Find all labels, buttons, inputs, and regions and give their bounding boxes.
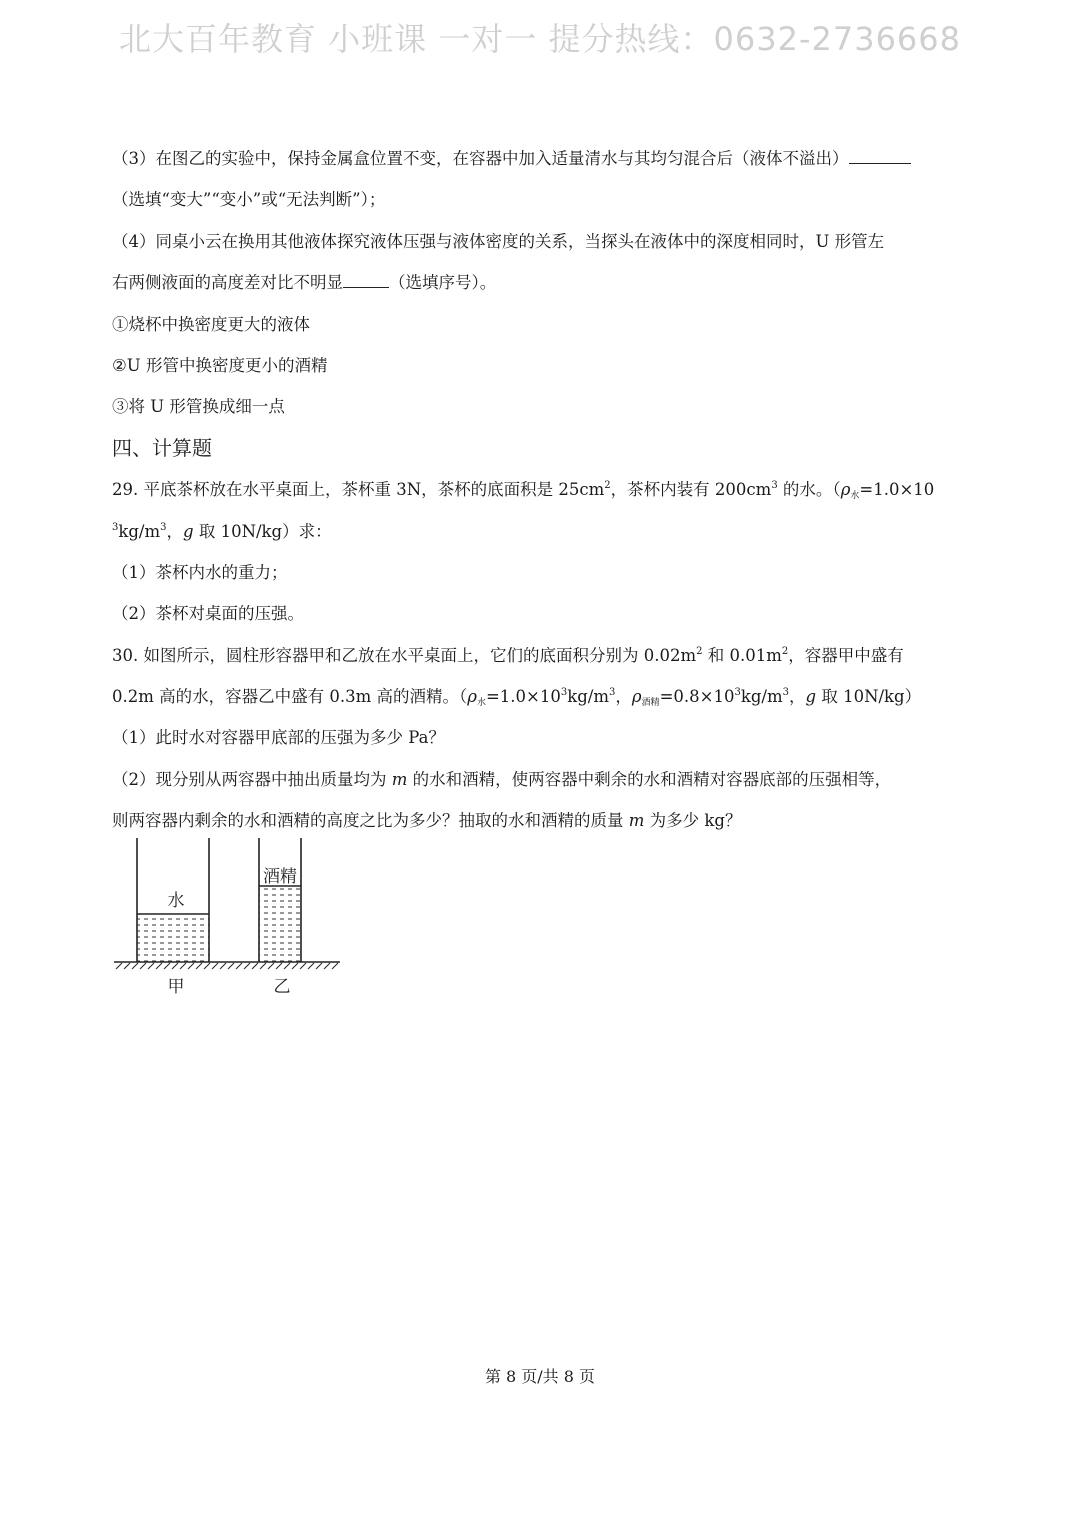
alcohol-label: 酒精 — [263, 867, 297, 887]
q30-part1: （1）此时水对容器甲底部的压强为多少 Pa？ — [112, 728, 445, 748]
text: 取 10N/kg） — [816, 687, 922, 707]
rho-symbol: ρ — [840, 480, 851, 500]
subscript: 酒精 — [641, 698, 660, 709]
text: 的水。（ — [777, 480, 841, 500]
text: kg/m — [740, 687, 783, 707]
answer-blank[interactable] — [849, 149, 911, 164]
option-3: ③将 U 形管换成细一点 — [112, 397, 285, 417]
text: （3）在图乙的实验中，保持金属盒位置不变，在容器中加入适量清水与其均匀混合后（液体不溢出） — [112, 149, 849, 168]
g-symbol: g — [183, 521, 194, 541]
g-symbol: g — [805, 687, 817, 707]
water-liquid — [137, 914, 209, 962]
superscript: 2 — [604, 480, 611, 492]
page-content — [112, 138, 980, 842]
option-2: ②U 形管中换密度更小的酒精 — [112, 355, 328, 375]
text: 右两侧液面的高度差对比不明显 — [112, 273, 343, 293]
container-label-jia: 甲 — [167, 977, 185, 997]
text: 30. 如图所示，圆柱形容器甲和乙放在水平桌面上，它们的底面积分别为 0.02m — [112, 645, 697, 665]
m-symbol: m — [628, 811, 645, 831]
superscript: 3 — [734, 687, 741, 699]
subscript: 水 — [850, 491, 860, 502]
superscript: 3 — [771, 480, 778, 492]
superscript: 2 — [781, 645, 789, 657]
text: =1.0×10 — [859, 480, 935, 500]
q30-line1 — [112, 635, 980, 676]
superscript: 3 — [560, 687, 568, 699]
water-label: 水 — [167, 891, 185, 911]
q30-line2 — [112, 676, 980, 717]
container-label-yi: 乙 — [273, 977, 291, 997]
superscript: 3 — [160, 521, 167, 533]
text: （2）现分别从两容器中抽出质量均为 — [112, 769, 392, 789]
text: 为多少 kg？ — [644, 811, 742, 831]
text: ， — [166, 521, 184, 541]
superscript: 3 — [112, 521, 119, 533]
text: 取 10N/kg）求： — [193, 521, 332, 541]
text: kg/m — [567, 687, 610, 707]
q28-part3-line2: （选填“变大”“变小”或“无法判断”）； — [112, 190, 386, 210]
q30-part2-line2 — [112, 800, 980, 841]
alcohol-liquid — [259, 886, 301, 962]
text: =1.0×10 — [485, 687, 561, 707]
text: 29. 平底茶杯放在水平桌面上，茶杯重 3N，茶杯的底面积是 25cm — [112, 480, 605, 500]
page-footer: 第 8 页/共 8 页 — [484, 1367, 596, 1386]
q29-line1 — [112, 469, 980, 510]
superscript: 2 — [696, 645, 703, 657]
q28-part4-line2 — [112, 262, 980, 303]
text: （选填序号）。 — [389, 273, 497, 293]
containers-figure — [112, 838, 344, 998]
watermark: 北大百年教育 小班课 一对一 提分热线：0632-2736668 — [118, 20, 962, 58]
container-yi — [259, 838, 301, 962]
text: ， — [789, 687, 806, 707]
text: 和 0.01m — [702, 645, 782, 665]
q28-part4-line1: （4）同桌小云在换用其他液体探究液体压强与液体密度的关系，当探头在液体中的深度相同时，U 形管左 — [112, 231, 885, 251]
section-title: 四、计算题 — [112, 435, 212, 460]
q29-part2: （2）茶杯对桌面的压强。 — [112, 604, 304, 624]
q30-part2-line1 — [112, 759, 980, 800]
text: ，容器甲中盛有 — [788, 645, 904, 665]
subscript: 水 — [476, 698, 486, 709]
option-1: ①烧杯中换密度更大的液体 — [112, 314, 310, 334]
text: ，茶杯内装有 200cm — [610, 480, 772, 500]
text: kg/m — [118, 521, 161, 541]
ground — [114, 962, 340, 969]
text: =0.8×10 — [659, 687, 735, 707]
rho-symbol: ρ — [631, 687, 642, 707]
text: 0.2m 高的水，容器乙中盛有 0.3m 高的酒精。（ — [112, 687, 468, 707]
q29-line2 — [112, 511, 980, 552]
text: ， — [615, 687, 632, 707]
text: 的水和酒精，使两容器中剩余的水和酒精对容器底部的压强相等， — [407, 769, 892, 789]
m-symbol: m — [391, 769, 408, 789]
text: 则两容器内剩余的水和酒精的高度之比为多少？抽取的水和酒精的质量 — [112, 811, 629, 831]
rho-symbol: ρ — [467, 687, 477, 707]
superscript: 3 — [782, 687, 790, 699]
q28-part3-line1 — [112, 138, 980, 179]
superscript: 3 — [609, 687, 616, 699]
containers-diagram — [112, 838, 344, 998]
q29-part1: （1）茶杯内水的重力； — [112, 562, 288, 582]
answer-blank[interactable] — [343, 273, 389, 288]
